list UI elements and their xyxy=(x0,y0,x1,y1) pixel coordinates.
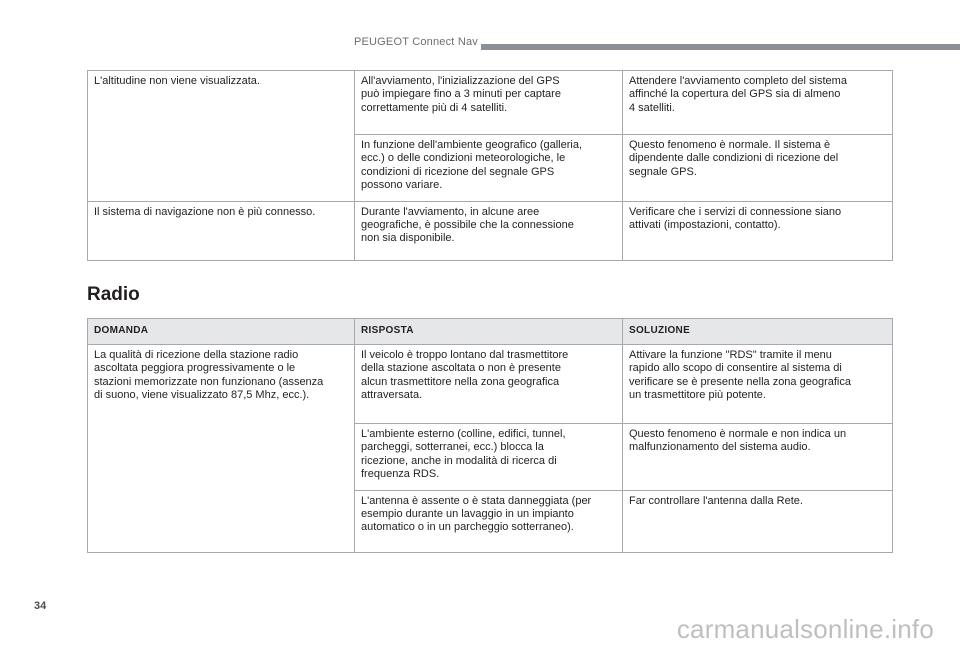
watermark: carmanualsonline.info xyxy=(676,614,934,644)
solution-cell: Questo fenomeno è normale. Il sistema è dipendente dalle condizioni di ricezione del segnale GPS. xyxy=(623,135,893,202)
solution-cell: Attivare la funzione "RDS" tramite il menu rapido allo scopo di consentire al sistema di verificare se è presente nella zona geografica un trasmettitore più potente. xyxy=(623,345,893,424)
page-number: 34 xyxy=(34,600,47,612)
problem-cell: Il sistema di navigazione non è più connesso. xyxy=(88,201,355,260)
solution-cell: Verificare che i servizi di connessione siano attivati (impostazioni, contatto). xyxy=(623,201,893,260)
table-row xyxy=(88,345,893,424)
solution-cell: Far controllare l'antenna dalla Rete. xyxy=(623,490,893,552)
answer-cell: L'ambiente esterno (colline, edifici, tunnel, parcheggi, sotterranei, ecc.) blocca la ricezione, anche in modalità di ricerca di frequenza RDS. xyxy=(355,424,623,491)
gps-troubleshooting-table xyxy=(87,70,893,261)
answer-cell: In funzione dell'ambiente geografico (galleria, ecc.) o delle condizioni meteorologiche, le condizioni di ricezione del segnale GPS possono variare. xyxy=(355,135,623,202)
column-header-answer: RISPOSTA xyxy=(355,319,623,345)
answer-cell: Durante l'avviamento, in alcune aree geografiche, è possibile che la connessione non sia disponibile. xyxy=(355,201,623,260)
section-title: Radio xyxy=(87,284,140,305)
answer-cell: All'avviamento, l'inizializzazione del GPS può impiegare fino a 3 minuti per captare correttamente più di 4 satelliti. xyxy=(355,71,623,135)
answer-cell: L'antenna è assente o è stata danneggiata (per esempio durante un lavaggio in un impianto automatico o in un parcheggio sotterraneo). xyxy=(355,490,623,552)
header-title: PEUGEOT Connect Nav xyxy=(353,36,478,48)
table-header-row xyxy=(88,319,893,345)
column-header-question: DOMANDA xyxy=(88,319,355,345)
column-header-solution: SOLUZIONE xyxy=(623,319,893,345)
solution-cell: Attendere l'avviamento completo del sistema affinché la copertura del GPS sia di almeno 4 satelliti. xyxy=(623,71,893,135)
problem-cell: La qualità di ricezione della stazione radio ascoltata peggiora progressivamente o le stazioni memorizzate non funzionano (assenza di suono, viene visualizzato 87,5 Mhz, ecc.). xyxy=(88,345,355,553)
answer-cell: Il veicolo è troppo lontano dal trasmettitore della stazione ascoltata o non è presente alcun trasmettitore nella zona geografica attraversata. xyxy=(355,345,623,424)
table-row xyxy=(88,71,893,135)
solution-cell: Questo fenomeno è normale e non indica un malfunzionamento del sistema audio. xyxy=(623,424,893,491)
table-row xyxy=(88,201,893,260)
radio-troubleshooting-table xyxy=(87,318,893,553)
problem-cell: L'altitudine non viene visualizzata. xyxy=(88,71,355,202)
header-bar xyxy=(481,44,960,50)
